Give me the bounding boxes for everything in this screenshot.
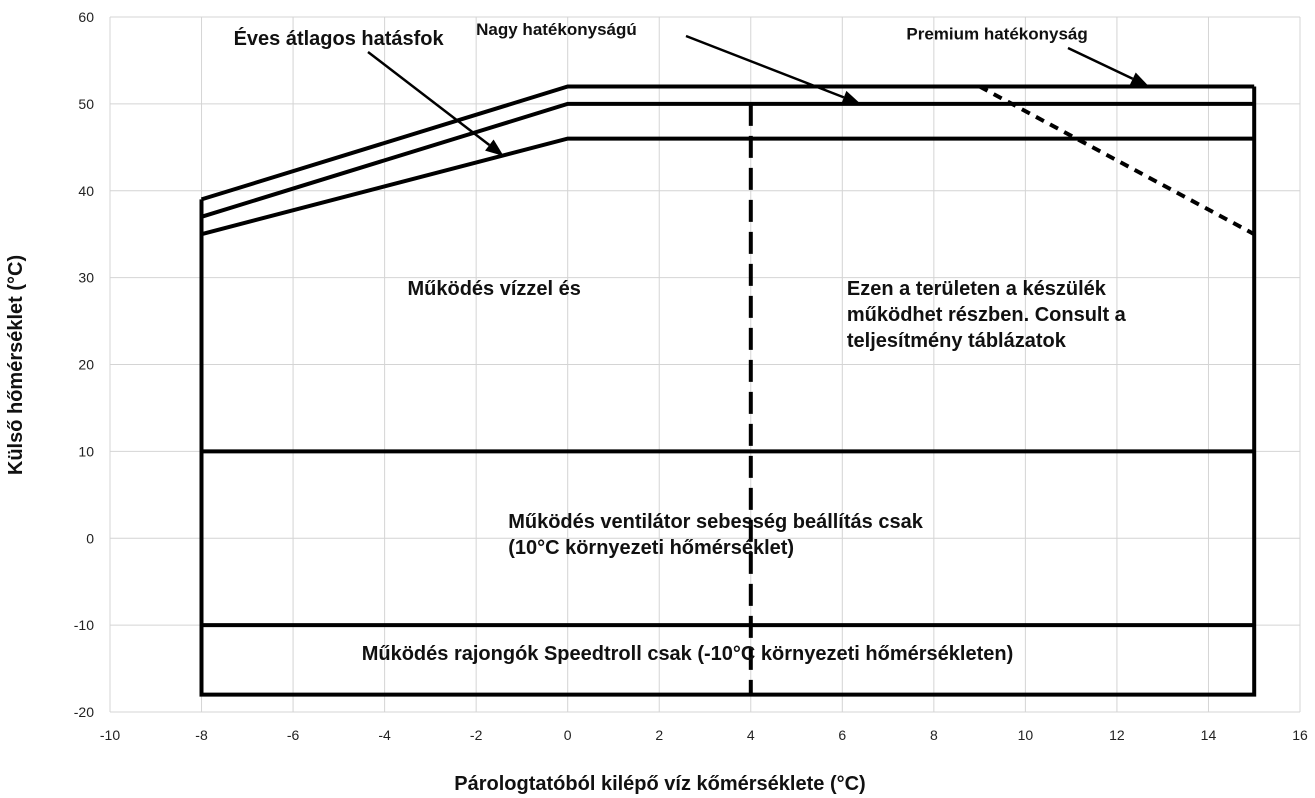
annotation-partial1: Ezen a területen a készülék [846,278,1106,300]
annotation-water: Működés vízzel és [407,278,581,300]
y-axis-title: Külső hőmérséklet (°C) [5,254,27,476]
y-tick-label: 60 [78,9,94,25]
y-tick-label: 40 [78,182,94,199]
y-tick-label: 0 [86,530,94,547]
annotation-annual: Éves átlagos hatásfok [233,27,444,50]
y-tick-label: 30 [78,269,94,286]
x-axis-title: Párologtatóból kilépő víz kőmérséklete (°C) [454,773,866,795]
x-tick-label: 0 [563,727,572,743]
y-tick-label: -20 [73,704,94,720]
x-tick-label: -10 [99,727,121,743]
y-tick-label: 10 [78,443,94,460]
y-tick-label: 50 [78,95,94,112]
annotation-partial2: működhet részben. Consult a [846,304,1126,327]
x-tick-label: 4 [746,727,755,743]
annotation-fan1: Működés ventilátor sebesség beállítás csak [508,510,923,533]
x-tick-label: -4 [378,727,391,743]
x-tick-label: 14 [1200,727,1217,743]
x-tick-label: 6 [838,727,847,743]
x-tick-label: -8 [195,727,208,743]
y-tick-label: 20 [78,356,94,373]
x-tick-label: 2 [655,727,664,743]
x-tick-label: 10 [1017,727,1034,743]
annotation-premium: Premium hatékonyság [906,24,1088,44]
x-tick-label: -2 [469,727,483,743]
annotation-fan2: (10°C környezeti hőmérséklet) [508,536,795,559]
x-tick-label: 12 [1109,727,1125,743]
x-tick-label: 16 [1292,727,1308,743]
x-tick-label: 8 [929,727,938,743]
y-tick-label: -10 [73,617,94,634]
x-tick-label: -6 [286,727,300,743]
annotation-high: Nagy hatékonyságú [476,20,637,40]
annotation-partial3: teljesítmény táblázatok [846,330,1066,353]
annotation-speedtroll: Működés rajongók Speedtroll csak (-10°C környezeti hőmérsékleten) [361,642,1014,665]
